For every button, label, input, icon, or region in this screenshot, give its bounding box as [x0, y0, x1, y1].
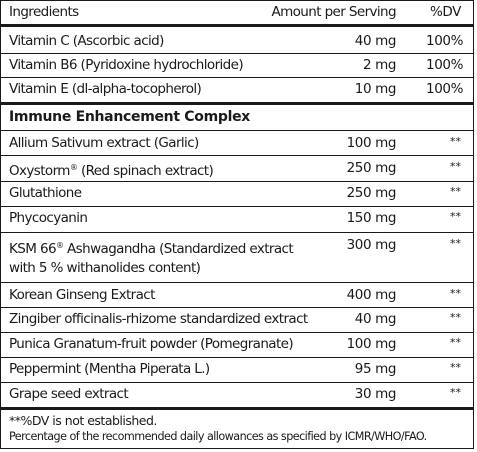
name-text: Ashwagandha (Standardized extract	[63, 241, 294, 257]
ingredient-name: Vitamin B6 (Pyridoxine hydrochloride)	[9, 57, 244, 73]
table-row	[1, 54, 473, 76]
name-text: (Red spinach extract)	[77, 163, 214, 179]
ingredient-name: Vitamin C (Ascorbic acid)	[9, 33, 164, 49]
ingredient-dv: **	[450, 210, 461, 223]
ingredient-dv: **	[450, 160, 461, 173]
table-row	[1, 182, 473, 204]
ingredient-dv: 100%	[426, 81, 463, 97]
table-row	[1, 30, 473, 52]
section-divider	[1, 102, 473, 105]
ingredient-amount: 100 mg	[346, 135, 396, 151]
ingredient-dv: **	[450, 311, 461, 324]
ingredient-name: Zingiber officinalis-rhizome standardized extract	[9, 311, 308, 327]
ingredient-name: Phycocyanin	[9, 210, 88, 226]
ingredient-amount: 30 mg	[354, 386, 396, 402]
ingredient-name: Punica Granatum-fruit powder (Pomegranate)	[9, 336, 294, 352]
ingredient-amount: 250 mg	[346, 160, 396, 176]
ingredient-amount: 100 mg	[346, 336, 396, 352]
ingredient-amount: 150 mg	[346, 210, 396, 226]
ingredient-dv: **	[450, 336, 461, 349]
table-row	[1, 234, 473, 282]
row-divider	[1, 282, 473, 283]
section-title: Immune Enhancement Complex	[9, 109, 251, 125]
ingredient-dv: **	[450, 237, 461, 250]
ingredient-amount: 2 mg	[362, 57, 396, 73]
ingredients-header: Ingredients	[9, 4, 79, 20]
registered-mark: ®	[69, 163, 78, 172]
table-row	[1, 157, 473, 179]
ingredient-name: Grape seed extract	[9, 386, 129, 402]
ingredient-dv: 100%	[426, 57, 463, 73]
table-row	[1, 308, 473, 330]
ingredient-name: Allium Sativum extract (Garlic)	[9, 135, 199, 151]
ingredient-amount: 40 mg	[354, 33, 396, 49]
header-divider	[1, 24, 473, 27]
table-row	[1, 284, 473, 306]
table-row	[1, 383, 473, 405]
row-divider	[1, 130, 473, 131]
ingredient-dv: **	[450, 361, 461, 374]
ingredient-dv: **	[450, 185, 461, 198]
ingredient-dv: **	[450, 386, 461, 399]
table-row	[1, 207, 473, 229]
table-row	[1, 358, 473, 380]
ingredient-amount: 10 mg	[354, 81, 396, 97]
amount-header: Amount per Serving	[271, 4, 396, 20]
ingredient-amount: 40 mg	[354, 311, 396, 327]
ingredient-name	[9, 236, 293, 278]
ingredient-name: Korean Ginseng Extract	[9, 287, 155, 303]
ingredient-amount: 95 mg	[354, 361, 396, 377]
ingredient-dv: **	[450, 287, 461, 300]
ingredient-amount: 400 mg	[346, 287, 396, 303]
ingredient-amount: 300 mg	[346, 237, 396, 253]
table-row	[1, 78, 473, 100]
footer-divider	[1, 407, 473, 410]
table-row	[1, 132, 473, 154]
row-divider	[1, 155, 473, 156]
name-text: Oxystorm	[9, 163, 70, 179]
footnote-dv: **%DV is not established.	[9, 413, 157, 428]
dv-header: %DV	[429, 4, 461, 20]
ingredient-name: Glutathione	[9, 185, 82, 201]
footnote-rda: Percentage of the recommended daily allowances as specified by ICMR/WHO/FAO.	[9, 430, 427, 443]
registered-mark: ®	[55, 241, 64, 250]
row-divider	[1, 232, 473, 233]
ingredient-dv: **	[450, 135, 461, 148]
section-title-row	[1, 106, 473, 128]
name-text: with 5 % withanolides content)	[9, 260, 201, 276]
ingredient-dv: 100%	[426, 33, 463, 49]
ingredient-amount: 250 mg	[346, 185, 396, 201]
table-row	[1, 333, 473, 355]
ingredient-name: Vitamin E (dl-alpha-tocopherol)	[9, 81, 202, 97]
ingredient-name: Peppermint (Mentha Piperata L.)	[9, 361, 210, 377]
name-text: KSM 66	[9, 241, 56, 257]
ingredient-name	[9, 157, 213, 182]
